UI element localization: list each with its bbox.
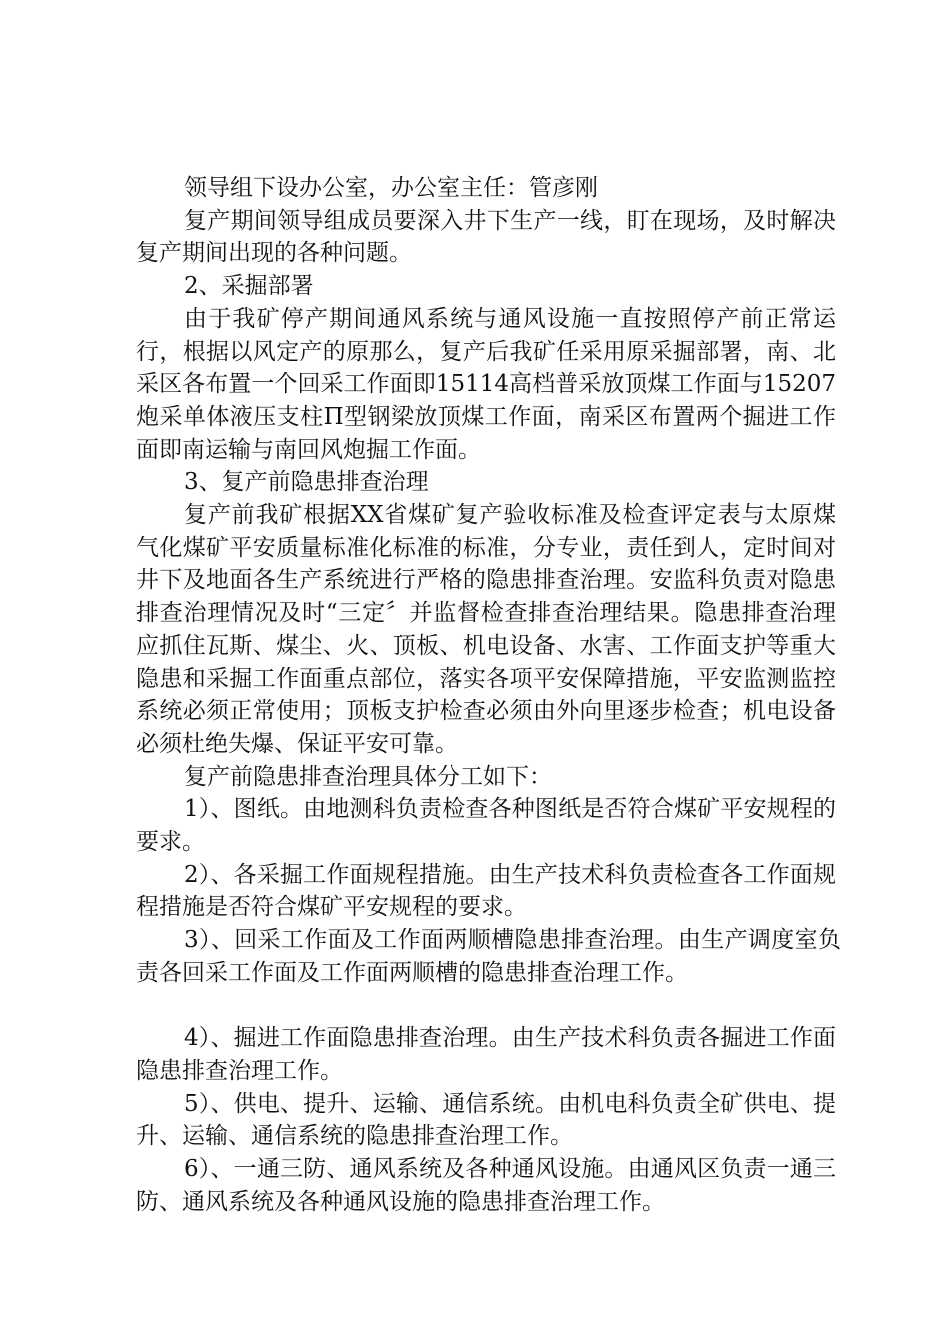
list-item-power-systems: 5）、供电、提升、运输、通信系统。由机电科负责全矿供电、提升、运输、通信系统的隐患排查治理工作。	[136, 1090, 836, 1150]
heading-mining-deployment: 2、采掘部署	[184, 273, 314, 300]
blank-line	[136, 990, 836, 1023]
paragraph-mining-deployment: 由于我矿停产期间通风系统与通风设施一直按照停产前正常运行，根据以风定产的原那么，复产后我矿任采用原采掘部署，南、北采区各布置一个回采工作面即15114高档普采放顶煤工作面与15207炮采单体液压支柱Π型钢梁放顶煤工作面，南采区布置两个掘进工作面即南运输与南回风炮掘工作面。	[136, 305, 836, 463]
list-item-ventilation: 6）、一通三防、通风系统及各种通风设施。由通风区负责一通三防、通风系统及各种通风设施的隐患排查治理工作。	[136, 1156, 836, 1215]
list-item-regulations: 2）、各采掘工作面规程措施。由生产技术科负责检查各工作面规程措施是否符合煤矿平安规程的要求。	[136, 861, 836, 921]
paragraph-leaders-duty: 复产期间领导组成员要深入井下生产一线，盯在现场，及时解决复产期间出现的各种问题。	[136, 207, 836, 267]
document-body	[136, 172, 841, 1218]
paragraph-office: 领导组下设办公室，办公室主任：管彦刚	[184, 175, 598, 201]
paragraph-division-intro: 复产前隐患排查治理具体分工如下：	[184, 763, 552, 790]
paragraph-hazard-inspection: 复产前我矿根据XX省煤矿复产验收标准及检查评定表与太原煤气化煤矿平安质量标准化标准的标准，分专业，责任到人，定时间对井下及地面各生产系统进行严格的隐患排查治理。安监科负责对隐患排查治理情况及时“三定〞并监督检查排查治理结果。隐患排查治理应抓住瓦斯、煤尘、火、顶板、机电设备、水害、工作面支护等重大隐患和采掘工作面重点部位，落实各项平安保障措施，平安监测监控系统必须正常使用；顶板支护检查必须由外向里逐步检查；机电设备必须杜绝失爆、保证平安可靠。	[136, 502, 836, 757]
heading-hazard-inspection: 3、复产前隐患排查治理	[184, 469, 429, 496]
list-item-drawings: 1）、图纸。由地测科负责检查各种图纸是否符合煤矿平安规程的要求。	[136, 796, 836, 856]
list-item-heading-face: 4）、掘进工作面隐患排查治理。由生产技术科负责各掘进工作面隐患排查治理工作。	[136, 1025, 836, 1084]
list-item-coal-face: 3）、回采工作面及工作面两顺槽隐患排查治理。由生产调度室负责各回采工作面及工作面两顺槽的隐患排查治理工作。	[136, 927, 841, 986]
